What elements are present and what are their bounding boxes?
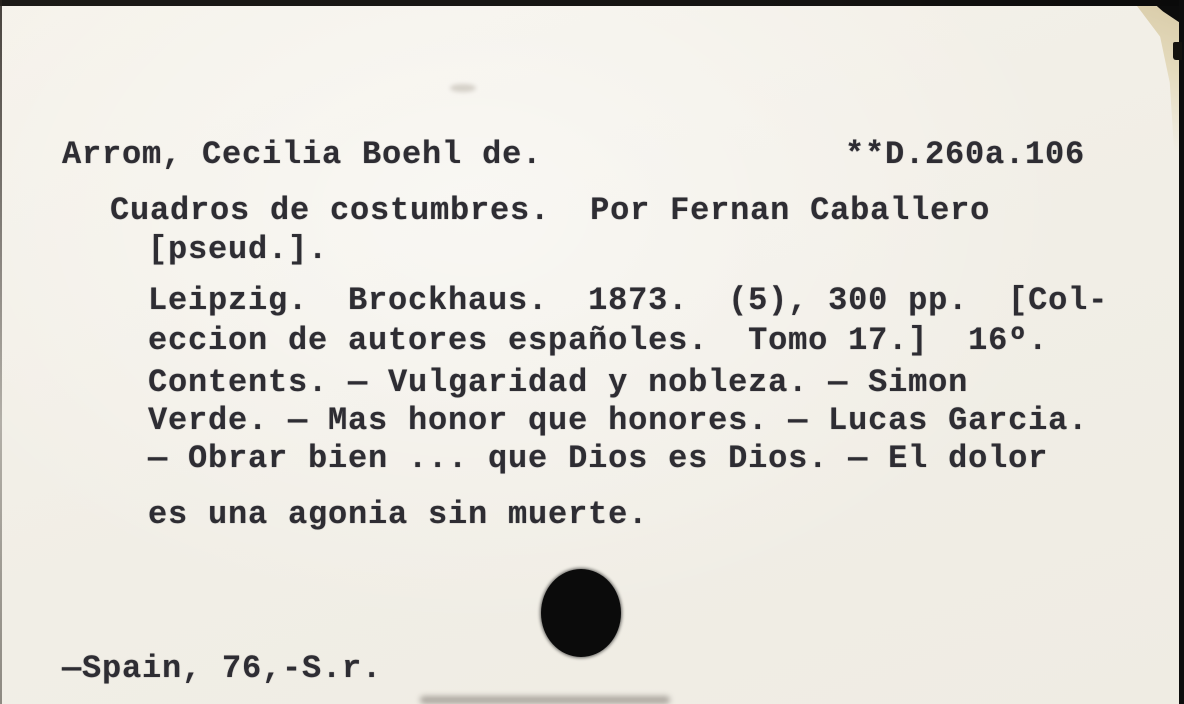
contents-line-1: Contents. — Vulgaridad y nobleza. — Simon	[148, 364, 969, 401]
scan-corner-shadow	[1137, 6, 1179, 176]
scan-edge-notch	[1173, 42, 1182, 60]
imprint-line-2: eccion de autores españoles. Tomo 17.] 16º.	[148, 322, 1049, 359]
imprint-line-1: Leipzig. Brockhaus. 1873. (5), 300 pp. [Col-	[148, 282, 1109, 319]
contents-line-2: Verde. — Mas honor que honores. — Lucas Garcia.	[148, 402, 1089, 439]
title-line-2: [pseud.].	[148, 231, 329, 268]
call-number: **D.260a.106	[845, 136, 1086, 173]
author-heading: Arrom, Cecilia Boehl de.	[62, 136, 543, 173]
scan-smudge-top	[450, 84, 476, 92]
contents-line-3: — Obrar bien ... que Dios es Dios. — El dolor	[148, 440, 1049, 477]
scan-edge-right	[1179, 0, 1184, 704]
title-line-1: Cuadros de costumbres. Por Fernan Caballero	[110, 192, 991, 229]
contents-line-4: es una agonia sin muerte.	[148, 496, 649, 533]
scan-edge-left	[0, 0, 2, 704]
scan-smudge-bottom	[420, 696, 670, 704]
tracing-line: —Spain, 76,-S.r.	[62, 650, 383, 687]
scan-edge-top	[0, 0, 1184, 6]
hole-punch-dot	[541, 569, 621, 657]
